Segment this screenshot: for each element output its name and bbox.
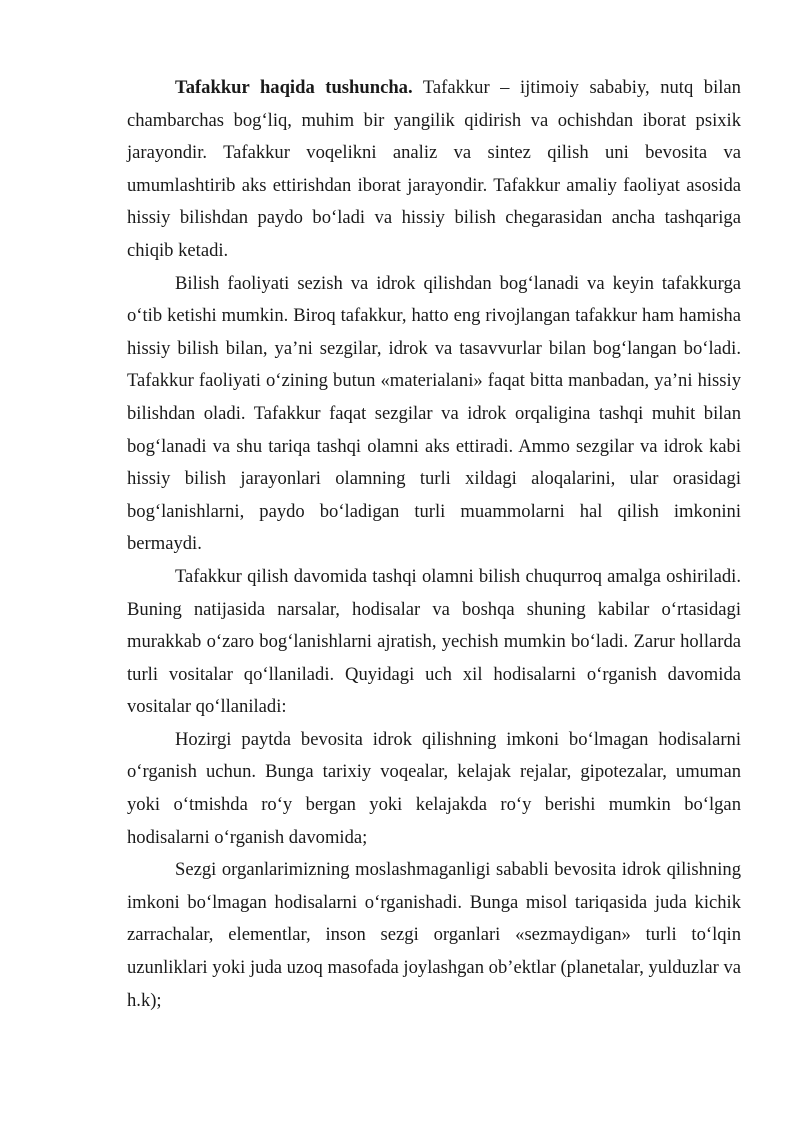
paragraph-text: Sezgi organlarimizning moslashmaganligi sababli bevosita idrok qilishning imkoni bo‘lmagan hodisalarni o‘rganishadi. Bunga misol tariqasida juda kichik zarrachalar, elementlar, inson sezgi organlari «sezmaydigan» turli to‘lqin uzunliklari yoki juda uzoq masofada joylashgan ob’ektlar (planetalar, yulduzlar va h.k); <box>127 859 741 1011</box>
paragraph-text: Tafakkur – ijtimoiy sababiy, nutq bilan chambarchas bog‘liq, muhim bir yangilik qidirish va ochishdan iborat psixik jarayondir. Tafakkur voqelikni analiz va sintez qilish uni bevosita va umumlashtirib aks ettirishdan iborat jarayondir. Tafakkur amaliy faoliyat asosida hissiy bilishdan paydo bo‘ladi va hissiy bilish chegarasidan ancha tashqariga chiqib ketadi. <box>127 77 741 261</box>
paragraph-tafakkur-definition <box>127 72 741 268</box>
paragraph-text: Hozirgi paytda bevosita idrok qilishning imkoni bo‘lmagan hodisalarni o‘rganish uchun. Bunga tarixiy voqealar, kelajak rejalar, gipotezalar, umuman yoki o‘tmishda ro‘y bergan yoki kelajakda ro‘y berishi mumkin bo‘lgan hodisalarni o‘rganish davomida; <box>127 728 741 848</box>
paragraph-tafakkur-qilish <box>127 561 741 724</box>
paragraph-text: Tafakkur qilish davomida tashqi olamni bilish chuqurroq amalga oshiriladi. Buning natijasida narsalar, hodisalar va boshqa shuning kabilar o‘rtasidagi murakkab o‘zaro bog‘lanishlarni ajratish, yechish mumkin bo‘ladi. Zarur hollarda turli vositalar qo‘llaniladi. Quyidagi uch xil hodisalarni o‘rganish davomida vositalar qo‘llaniladi: <box>127 565 741 718</box>
paragraph-text: Bilish faoliyati sezish va idrok qilishdan bog‘lanadi va keyin tafakkurga o‘tib ketishi mumkin. Biroq tafakkur, hatto eng rivojlangan tafakkur ham hamisha hissiy bilish bilan, ya’ni sezgilar, idrok va tasavvurlar bilan bog‘langan bo‘ladi. Tafakkur faoliyati o‘zining butun «materialani» faqat bitta manbadan, ya’ni hissiy bilishdan oladi. Tafakkur faqat sezgilar va idrok orqaligina tashqi muhit bilan bog‘lanadi va shu tariqa tashqi olamni aks ettiradi. Ammo sezgilar va idrok kabi hissiy bilish jarayonlari olamning turli xildagi aloqalarini, ular orasidagi bog‘lanishlarni, paydo bo‘ladigan turli muammolarni hal qilish imkonini bermaydi. <box>127 272 741 555</box>
paragraph-bilish-faoliyati <box>127 268 741 561</box>
paragraph-lead-heading: Tafakkur haqida tushuncha. <box>175 77 413 98</box>
document-body <box>127 72 741 1017</box>
paragraph-sezgi-organlari <box>127 854 741 1017</box>
paragraph-hozirgi-paytda <box>127 724 741 854</box>
